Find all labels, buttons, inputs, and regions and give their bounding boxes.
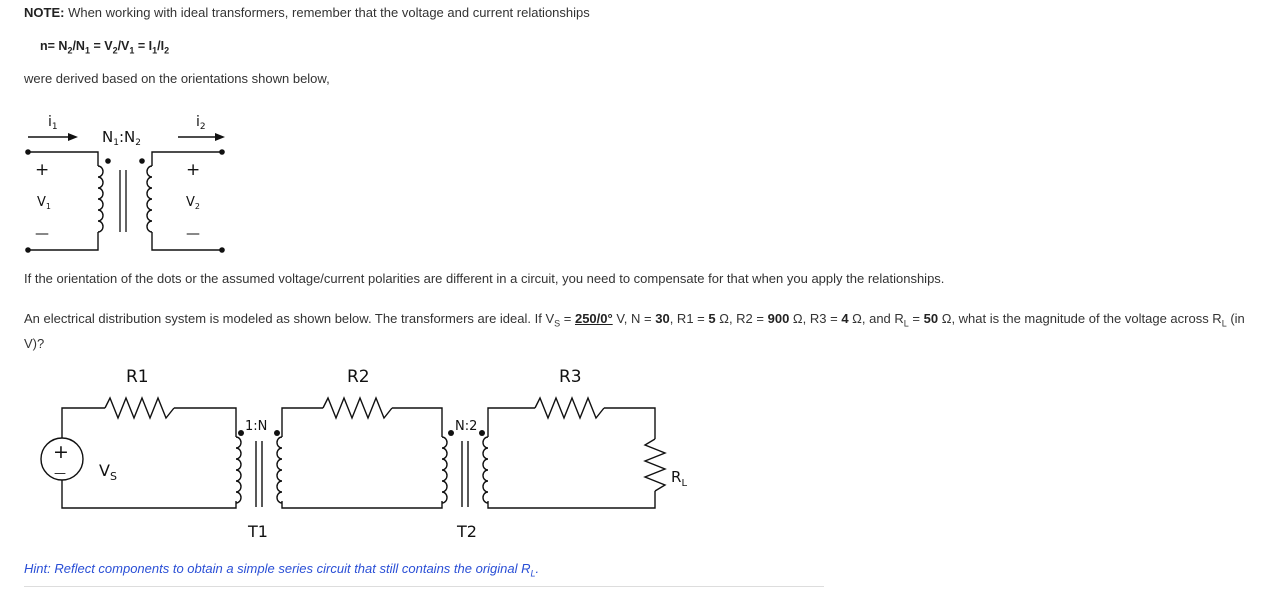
r2-label: R2 [347, 367, 370, 387]
v1-label: $V_1$ [37, 195, 51, 211]
svg-text:—: — [186, 226, 200, 242]
problem-statement: An electrical distribution system is modeled as shown below. The transformers are ideal. If $V_S = 250/0^\circ$ V, N = 30, R1 = 5 Ω, R2 = 900 Ω, R3 = 4 Ω, and $R_L = 50$ Ω, what is the magnitude of the voltage across $R_L$ (in V)? [24, 311, 1245, 351]
orientation-text: If the orientation of the dots or the assumed voltage/current polarities are different in a circuit, you need to compensate for that when you apply the relationships. [24, 271, 945, 286]
note-line [24, 5, 590, 20]
svg-text:+: + [186, 160, 201, 180]
source-minus: — [54, 466, 66, 480]
t1-ratio-label: 1:N [245, 419, 268, 434]
svg-text:+: + [35, 160, 50, 180]
v2-label: $V_2$ [186, 195, 200, 211]
derived-text: were derived based on the orientations shown below, [24, 71, 330, 86]
hint-text: Hint: Reflect components to obtain a simple series circuit that still contains the original $R_L$. [24, 561, 540, 579]
t2-ratio-label: N:2 [455, 419, 478, 434]
note-text: When working with ideal transformers, remember that the voltage and current relationships [64, 5, 590, 20]
divider [24, 586, 824, 587]
t1-label: T1 [248, 522, 268, 541]
distribution-circuit-figure [0, 355, 720, 550]
turns-ratio-label: $N_1:N_2$ [102, 128, 141, 148]
svg-text:—: — [35, 226, 49, 242]
reference-transformer-figure [20, 108, 240, 258]
r3-label: R3 [559, 367, 582, 387]
i1-label: $i_1$ [48, 114, 58, 132]
source-plus: + [53, 441, 69, 463]
rl-label: $R_L$ [671, 468, 688, 489]
r1-label: R1 [126, 367, 149, 387]
vs-label: $V_S$ [99, 461, 117, 483]
note-label: NOTE: [24, 5, 65, 20]
t2-label: T2 [457, 522, 477, 541]
i2-label: $i_2$ [196, 114, 206, 132]
turns-ratio-formula: $n= N_2/N_1 = V_2/V_1 = I_1/I_2$ [40, 39, 170, 56]
